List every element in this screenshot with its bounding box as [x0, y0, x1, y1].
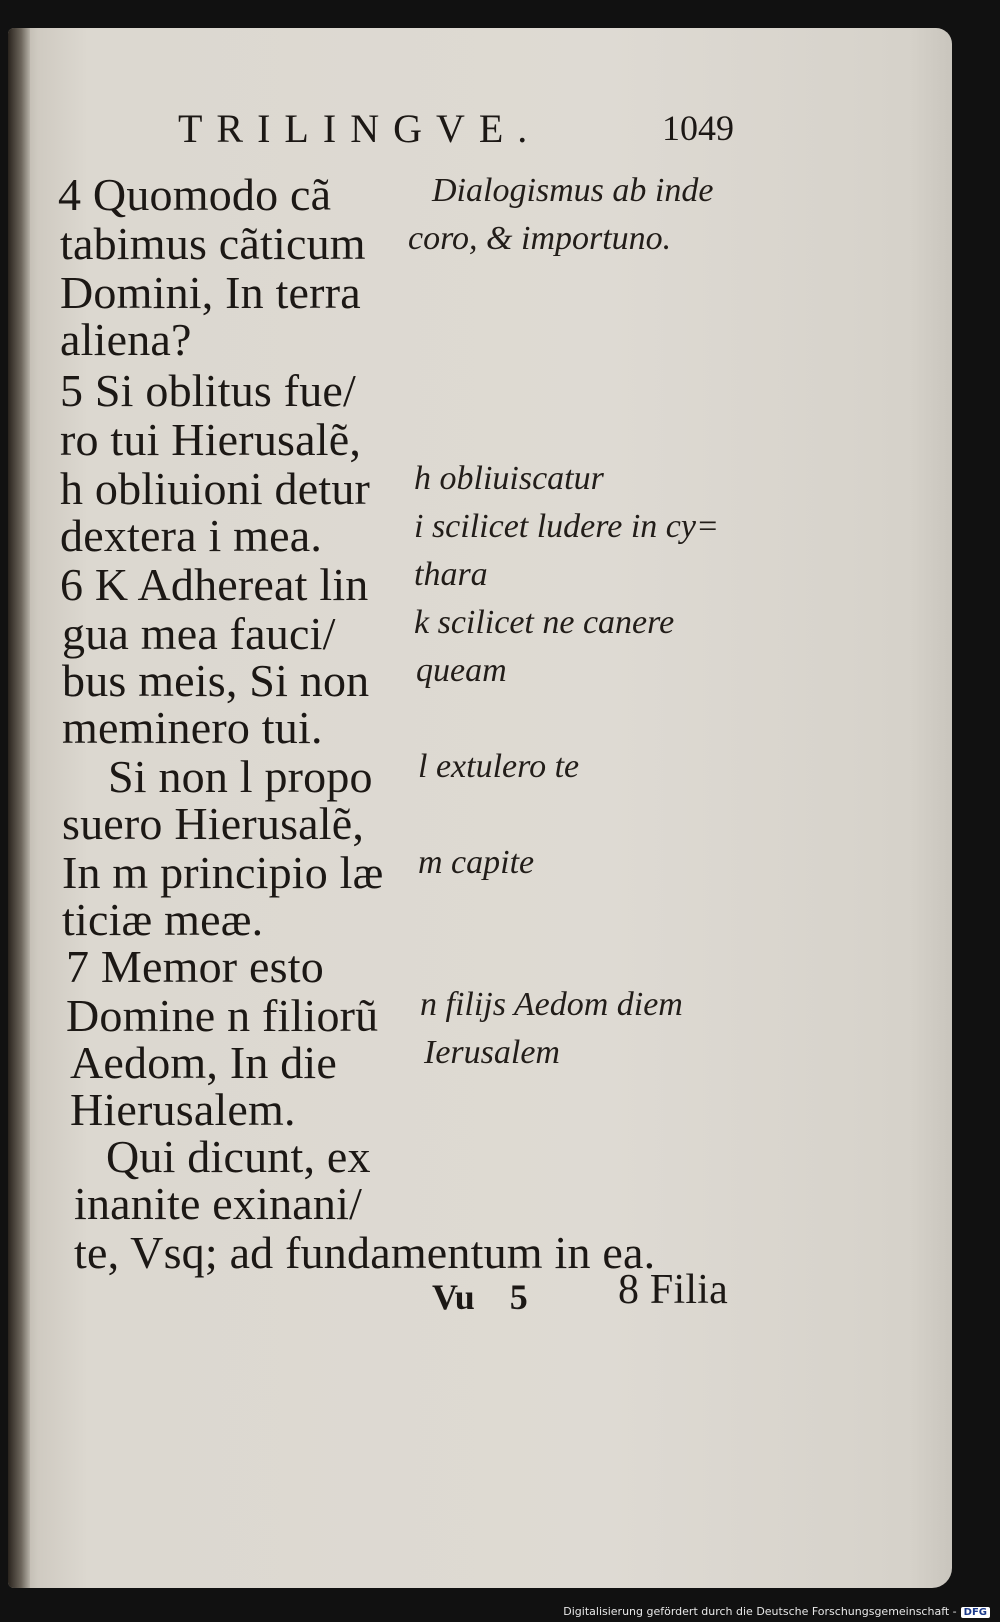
margin-note: thara: [414, 556, 488, 593]
catchword: 8 Filia: [618, 1267, 728, 1313]
margin-note: l extulero te: [418, 748, 580, 785]
margin-note: coro, & importuno.: [408, 220, 672, 257]
main-text-line: In m principio læ: [62, 847, 384, 898]
main-text-line: Domine n filiorũ: [66, 990, 379, 1041]
main-text-line: suero Hierusalẽ,: [62, 798, 365, 849]
main-text-line: Si non l propo: [108, 751, 373, 802]
margin-note: queam: [416, 652, 507, 689]
main-text-line: 5 Si oblitus fue/: [60, 365, 357, 416]
margin-note: k scilicet ne canere: [414, 604, 675, 641]
signature-mark: Vu 5: [432, 1277, 528, 1317]
margin-note: m capite: [418, 844, 535, 881]
page-gutter-shadow: [8, 28, 30, 1588]
dfg-logo: DFG: [961, 1607, 990, 1618]
main-text-line: gua mea fauci/: [62, 608, 336, 659]
main-text-line: dextera i mea.: [60, 510, 323, 561]
main-text-line: inanite exinani/: [74, 1178, 363, 1229]
margin-note: i scilicet ludere in cy=: [414, 508, 719, 545]
main-text-line: Qui dicunt, ex: [106, 1131, 371, 1182]
main-text-line: Aedom, In die: [70, 1037, 338, 1088]
digitization-credit: [563, 1605, 990, 1618]
margin-note: Dialogismus ab inde: [432, 172, 714, 209]
credit-text: Digitalisierung gefördert durch die Deutsche Forschungsgemeinschaft -: [563, 1605, 957, 1618]
margin-note: Ierusalem: [424, 1034, 560, 1071]
main-text-line: aliena?: [60, 314, 192, 365]
running-title: TRILINGVE.: [178, 106, 542, 151]
page-number: 1049: [662, 108, 734, 148]
main-text-line: 7 Memor esto: [66, 941, 324, 992]
margin-note: n filijs Aedom diem: [420, 986, 683, 1023]
margin-note: h obliuiscatur: [414, 460, 604, 497]
main-text-line: ro tui Hierusalẽ,: [60, 414, 362, 465]
main-text-line: ticiæ meæ.: [62, 894, 264, 945]
main-text-line: te, Vsq; ad fundamentum in ea.: [74, 1227, 656, 1278]
main-text-line: Hierusalem.: [70, 1084, 296, 1135]
main-text-line: h obliuioni detur: [60, 463, 371, 514]
main-text-line: tabimus cãticum: [60, 218, 366, 269]
main-text-line: Domini, In terra: [60, 267, 361, 318]
main-text-line: 4 Quomodo cã: [58, 169, 332, 220]
main-text-line: bus meis, Si non: [62, 655, 370, 706]
main-text-line: 6 K Adhereat lin: [60, 559, 369, 610]
main-text-line: meminero tui.: [62, 702, 323, 753]
